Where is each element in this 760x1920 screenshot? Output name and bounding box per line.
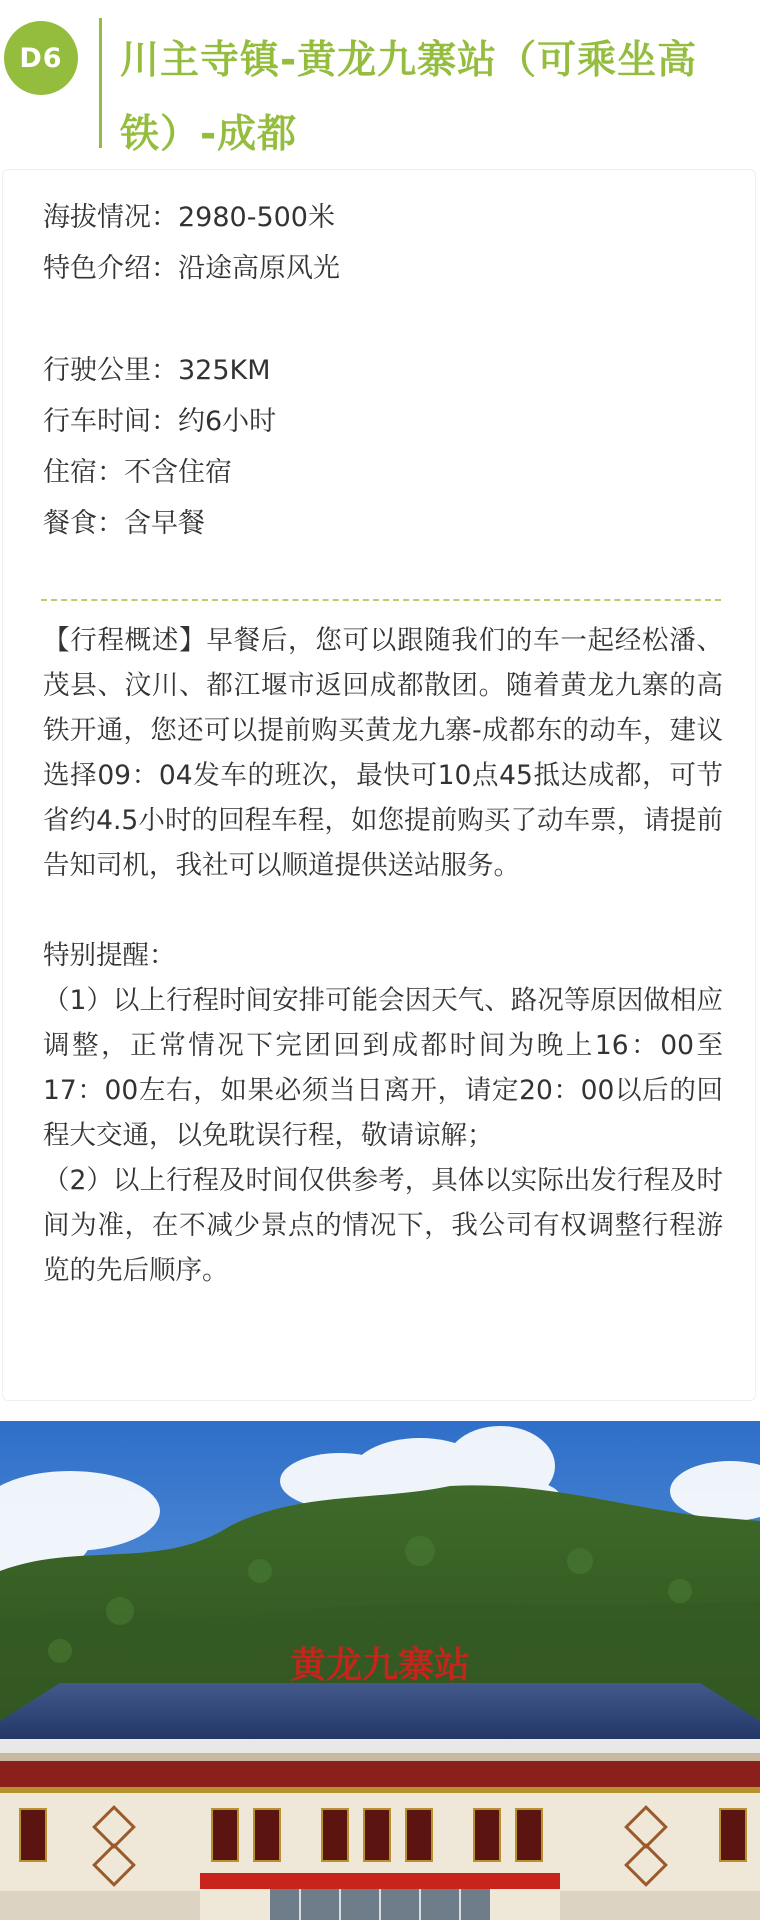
station-photo — [0, 1421, 760, 1920]
itinerary-body — [43, 618, 723, 1293]
meals-text: 餐食：含早餐 — [43, 508, 205, 539]
day-title: 川主寺镇-黄龙九寨站（可乘坐高铁）-成都 — [120, 38, 698, 157]
lodging-text: 住宿：不含住宿 — [43, 457, 232, 488]
altitude-text: 海拔情况：2980-500米 — [43, 202, 335, 233]
drive-time-text: 行车时间：约6小时 — [43, 406, 277, 437]
overview-paragraph: 【行程概述】早餐后，您可以跟随我们的车一起经松潘、茂县、汶川、都江堰市返回成都散团。随着黄龙九寨的高铁开通，您还可以提前购买黄龙九寨-成都东的动车，建议选择09：04发车的班次，最快可10点45抵达成都，可节省约4.5小时的回程车程，如您提前购买了动车票，请提前告知司机，我社可以顺道提供送站服务。 — [43, 625, 723, 881]
header-divider — [99, 18, 102, 148]
station-illustration — [0, 1421, 760, 1920]
dashed-divider — [41, 599, 721, 601]
itinerary-card — [2, 169, 756, 1401]
distance-text: 行驶公里：325KM — [43, 355, 271, 386]
info-list — [43, 192, 340, 549]
reminder-item-1: （1）以上行程时间安排可能会因天气、路况等原因做相应调整，正常情况下完团回到成都时间为晚上16：00至17：00左右，如果必须当日离开，请定20：00以后的回程大交通，以免耽误行程，敬请谅解； — [43, 985, 723, 1151]
day-badge: D6 — [4, 21, 78, 95]
day-header — [0, 0, 760, 160]
feature-text: 特色介绍：沿途高原风光 — [43, 253, 340, 284]
station-sign: 黄龙九寨站 — [289, 1644, 471, 1686]
reminder-item-2: （2）以上行程及时间仅供参考，具体以实际出发行程及时间为准，在不减少景点的情况下，我公司有权调整行程游览的先后顺序。 — [43, 1165, 723, 1286]
reminder-heading: 特别提醒： — [43, 940, 176, 971]
